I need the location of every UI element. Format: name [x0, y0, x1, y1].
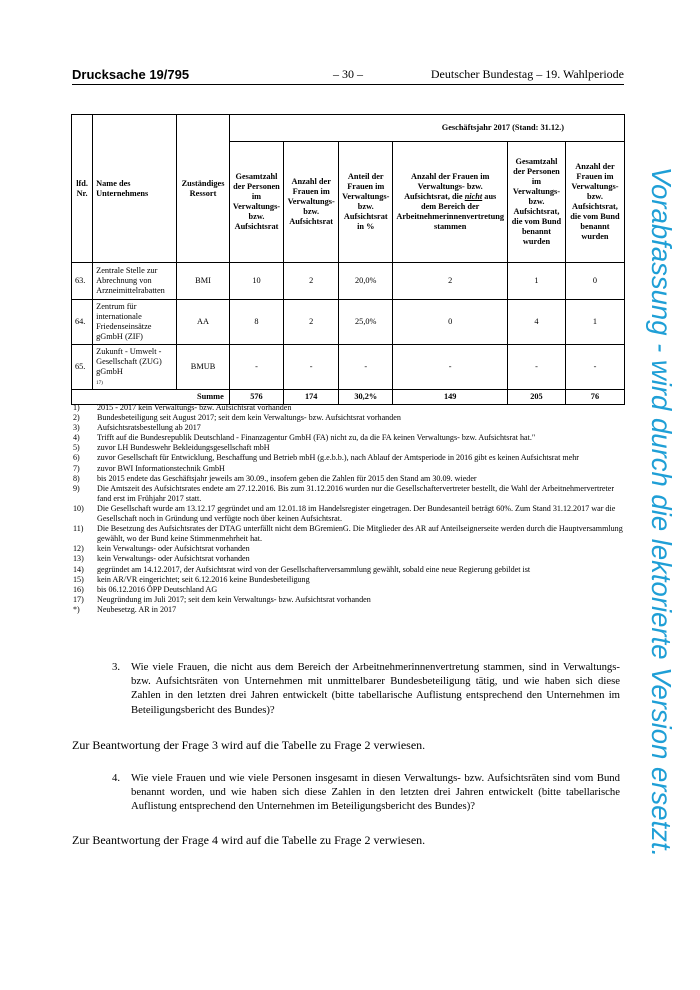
footnote-text: kein Verwaltungs- oder Aufsichtsrat vorhanden	[97, 554, 250, 564]
footnote-text: zuvor Gesellschaft für Entwicklung, Beschaffung und Betrieb mbH (g.e.b.b.), nach Ablauf der Amtsperiode in 2016 gibt es keinen Aufsichtsrat mehr	[97, 453, 579, 463]
footnote-number: 6)	[73, 453, 80, 463]
footnote	[73, 595, 625, 605]
footnote-number: 12)	[73, 544, 84, 554]
footnote-text: Trifft auf die Bundesrepublik Deutschland - Finanzagentur GmbH (FA) nicht zu, da die FA keinen Verwaltungs- bzw. Aufsichtsrat hat."	[97, 433, 536, 443]
row-footnote-ref: 17)	[96, 380, 103, 386]
document-number-value: 795	[167, 67, 190, 82]
row-share: 25,0%	[339, 300, 393, 345]
row-name: Zukunft - Umwelt - Gesellschaft (ZUG) gGmbH	[96, 346, 162, 376]
row-women: -	[284, 344, 339, 389]
footnote-text: zuvor LH Bundeswehr Bekleidungsgesellschaft mbH	[97, 443, 270, 453]
row-fed-women: 0	[565, 263, 624, 300]
row-total: 10	[229, 263, 283, 300]
row-share: -	[339, 344, 393, 389]
page-number: – 30 –	[333, 67, 363, 81]
sum-not-workers: 149	[393, 389, 508, 404]
row-ressort: AA	[177, 300, 230, 345]
row-fed-total: 1	[508, 263, 566, 300]
row-nr: 65.	[72, 344, 93, 389]
footnote	[73, 524, 625, 544]
col-header-fed-women: Anzahl der Frauen im Verwaltungs- bzw. Aufsichtsrat, die vom Bund benannt wurden	[565, 142, 624, 263]
question-3	[112, 660, 620, 717]
row-not-workers: 0	[393, 300, 508, 345]
sum-share: 30,2%	[339, 389, 393, 404]
footnote-text: Neugründung im Juli 2017; seit dem kein Verwaltungs- bzw. Aufsichtsrat vorhanden	[97, 594, 371, 604]
footnote-number: 5)	[73, 443, 80, 453]
footnote-text: Neubesetzg. AR in 2017	[97, 604, 177, 614]
footnote-number: 14)	[73, 564, 84, 574]
row-total: -	[229, 344, 283, 389]
draft-watermark	[637, 112, 685, 912]
footnote	[73, 403, 625, 413]
board-statistics-table	[71, 114, 625, 405]
footnote	[73, 453, 625, 463]
answer-4: Zur Beantwortung der Frage 4 wird auf die Tabelle zu Frage 2 verwiesen.	[72, 833, 426, 847]
row-ressort: BMI	[177, 263, 230, 300]
footnote	[73, 575, 625, 585]
row-nr: 64.	[72, 300, 93, 345]
question-4	[112, 771, 620, 814]
footnote-number: 15)	[73, 574, 84, 584]
row-not-workers: -	[393, 344, 508, 389]
footnote-text: zuvor BWI Informationstechnik GmbH	[97, 463, 225, 473]
footnote	[73, 464, 625, 474]
table-row	[72, 344, 625, 389]
footnote-number: 16)	[73, 584, 84, 594]
footnote-number: 8)	[73, 473, 80, 483]
footnote-text: bis 2015 endete das Geschäftsjahr jeweils am 30.09., insofern geben die Zahlen für 2015 den Stand am 30.09. wieder	[97, 473, 477, 483]
footnote-number: 4)	[73, 433, 80, 443]
row-women: 2	[284, 263, 339, 300]
footnote-text: Die Gesellschaft wurde am 13.12.17 gegründet und am 12.01.18 im Handelsregister eingetragen. Der Bundesanteil beträgt 60%. Zum Stand 31.12.2017 war die Gesellschaft noch in Gründung und verfügte noch über keinen Aufsichtsrat.	[97, 503, 616, 524]
col-header-name: Name des Unternehmens	[93, 115, 177, 263]
footnote-number: 11)	[73, 524, 84, 534]
not-workers-header-emphasis: nicht	[464, 192, 483, 202]
row-fed-women: -	[565, 344, 624, 389]
footnote-number: 1)	[73, 403, 80, 412]
footnote	[73, 565, 625, 575]
sum-label: Summe	[72, 389, 230, 404]
sum-row	[72, 389, 625, 404]
sum-fed-women: 76	[565, 389, 624, 404]
page-header	[72, 66, 624, 85]
footnote-number: 17)	[73, 594, 84, 604]
row-women: 2	[284, 300, 339, 345]
footnote-number: 10)	[73, 503, 84, 513]
col-header-fed-total: Gesamtzahl der Personen im Verwaltungs- bzw. Aufsichtsrat, die vom Bund benannt wurden	[508, 142, 566, 263]
row-name: Zentrum für internationale Friedenseinsätze gGmbH (ZIF)	[93, 300, 177, 345]
footnote-text: bis 06.12.2016 ÖPP Deutschland AG	[97, 584, 218, 594]
fiscal-year-header: Geschäftsjahr 2017 (Stand: 31.12.)	[229, 115, 624, 142]
row-fed-total: -	[508, 344, 566, 389]
footnote	[73, 484, 625, 504]
row-nr: 63.	[72, 263, 93, 300]
footnote-text: gegründet am 14.12.2017, der Aufsichtsrat wird von der Gesellschafterversammlung gewählt, sobald eine neue Regierung gebildet ist	[97, 564, 531, 574]
footnote-text: Aufsichtsratsbestellung ab 2017	[97, 423, 201, 433]
col-header-nr: lfd. Nr.	[72, 115, 93, 263]
footnote-number: 2)	[73, 413, 80, 423]
not-workers-header-part2: aus dem Bereich der Arbeitnehmerinnenvertretung stammen	[396, 192, 505, 231]
sum-fed-total: 205	[508, 389, 566, 404]
footnote-number: 3)	[73, 423, 80, 433]
row-name-cell	[93, 344, 177, 389]
sum-women: 174	[284, 389, 339, 404]
footnote-number: *)	[73, 604, 80, 614]
row-fed-women: 1	[565, 300, 624, 345]
col-header-ressort: Zuständiges Ressort	[177, 115, 230, 263]
footnote	[73, 504, 625, 524]
footnote-text: Bundesbeteiligung seit August 2017; seit dem kein Verwaltungs- bzw. Aufsichtsrat vorhanden	[97, 413, 401, 423]
footnote	[73, 474, 625, 484]
watermark-text: Vorabfassung - wird durch die lektorierte Version ersetzt.	[646, 166, 677, 858]
question-number: 4.	[112, 772, 121, 784]
answer-3: Zur Beantwortung der Frage 3 wird auf die Tabelle zu Frage 2 verwiesen.	[72, 738, 426, 752]
not-workers-header-part1: Anzahl der Frauen im Verwaltungs- bzw. Aufsichtsrat, die	[404, 172, 490, 202]
row-total: 8	[229, 300, 283, 345]
footnote	[73, 423, 625, 433]
footnote-text: 2015 - 2017 kein Verwaltungs- bzw. Aufsichtsrat vorhanden	[97, 403, 292, 412]
row-not-workers: 2	[393, 263, 508, 300]
col-header-women: Anzahl der Frauen im Verwaltungs- bzw. Aufsichtsrat	[284, 142, 339, 263]
sum-total: 576	[229, 389, 283, 404]
publisher-label: Deutscher Bundestag – 19. Wahlperiode	[430, 67, 624, 81]
row-fed-total: 4	[508, 300, 566, 345]
footnote	[73, 433, 625, 443]
question-number: 3.	[112, 661, 121, 673]
footnote	[73, 544, 625, 554]
table-row	[72, 263, 625, 300]
footnote-text: Die Besetzung des Aufsichtsrates der DTAG unterfällt nicht dem BGremienG. Die Mitglieder des AR auf Anteilseignerseite werden durch die Hauptversammlung gewählt, wo der Bund keine Stimmenmehrheit hat.	[97, 524, 623, 544]
footnote-number: 7)	[73, 463, 80, 473]
footnote-text: kein AR/VR eingerichtet; seit 6.12.2016 keine Bundesbeteiligung	[97, 574, 310, 584]
col-header-total: Gesamtzahl der Personen im Verwaltungs- bzw. Aufsichtsrat	[229, 142, 283, 263]
col-header-not-workers	[393, 142, 508, 263]
footnote	[73, 585, 625, 595]
question-text: Wie viele Frauen, die nicht aus dem Bereich der Arbeitnehmerinnenvertretung stammen, sind in Verwaltungs- bzw. Aufsichtsräten von Unternehmen mit unmittelbarer Bundesbeteiligung tätig, und wie haben sich diese Zahlen in den letzten drei Jahren entwickelt (bitte tabellarische Auflistung entsprechend den Unternehmen im Beteiligungsbericht des Bundes)?	[131, 661, 620, 716]
row-ressort: BMUB	[177, 344, 230, 389]
footnote-number: 13)	[73, 554, 84, 564]
document-number-prefix: Drucksache 19/	[72, 67, 168, 82]
footnote-number: 9)	[73, 483, 80, 493]
col-header-share: Anteil der Frauen im Verwaltungs- bzw. Aufsichtsrat in %	[339, 142, 393, 263]
footnote-text: Die Amtszeit des Aufsichtsrates endete am 27.12.2016. Bis zum 31.12.2016 wurden nur die Gesellschaftervertreter bestellt, die Wahl der Arbeitnehmervertreter fand erst im Frühjahr 2017 statt.	[97, 483, 615, 503]
footnote	[73, 413, 625, 423]
footnote-text: kein Verwaltungs- oder Aufsichtsrat vorhanden	[97, 544, 250, 554]
footnotes	[73, 403, 625, 615]
row-name: Zentrale Stelle zur Abrechnung von Arzneimittelrabatten	[93, 263, 177, 300]
footnote	[73, 554, 625, 564]
row-share: 20,0%	[339, 263, 393, 300]
table-row	[72, 300, 625, 345]
footnote	[73, 443, 625, 453]
footnote	[73, 605, 625, 615]
question-text: Wie viele Frauen und wie viele Personen insgesamt in diesen Verwaltungs- bzw. Aufsichtsräten sind vom Bund benannt worden, und wie haben sich diese Zahlen in den letzten drei Jahren entwickelt (bitte tabellarische Auflistung entsprechend den Unternehmen im Beteiligungsbericht des Bundes)?	[131, 772, 620, 813]
